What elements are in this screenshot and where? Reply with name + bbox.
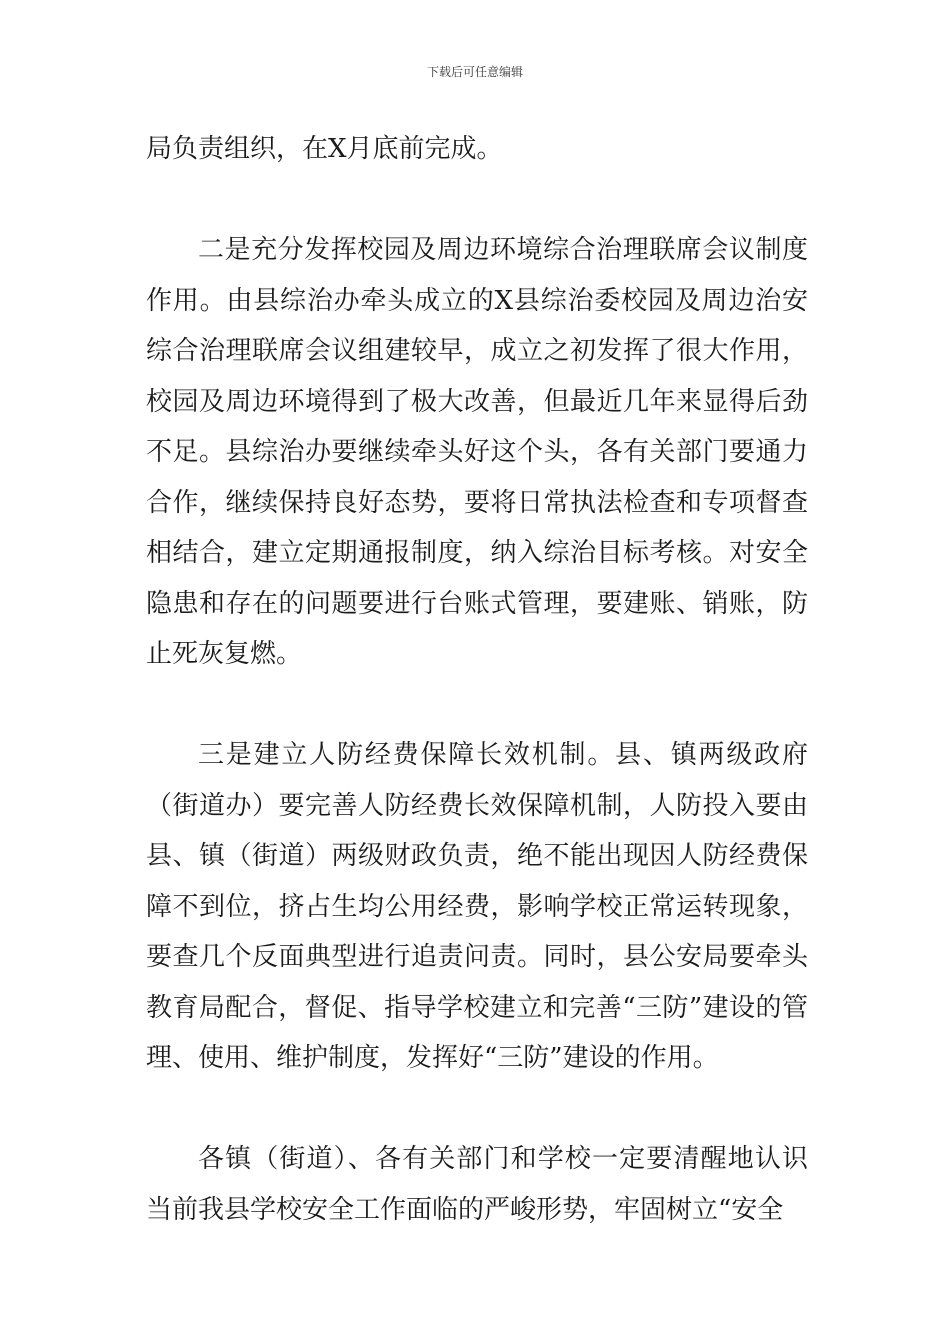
paragraph-conclusion: 各镇（街道）、各有关部门和学校一定要清醒地认识当前我县学校安全工作面临的严峻形势，牢固树立“安全 xyxy=(146,1144,808,1225)
paragraph-third-point: 三是建立人防经费保障长效机制。县、镇两级政府（街道办）要完善人防经费长效保障机制，人防投入要由县、镇（街道）两级财政负责，绝不能出现因人防经费保障不到位，挤占生均公用经费，影响学校正常运转现象，要查几个反面典型进行追责问责。同时，县公安局要牵头教育局配合，督促、指导学校建立和完善“三防”建设的管理、使用、维护制度，发挥好“三防”建设的作用。 xyxy=(146,740,808,1073)
document-body xyxy=(146,124,808,1235)
page-header: 下载后可任意编辑 xyxy=(426,65,523,79)
paragraph-second-point: 二是充分发挥校园及周边环境综合治理联席会议制度作用。由县综治办牵头成立的X县综治委校园及周边治安综合治理联席会议组建较早，成立之初发挥了很大作用，校园及周边环境得到了极大改善，但最近几年来显得后劲不足。县综治办要继续牵头好这个头，各有关部门要通力合作，继续保持良好态势，要将日常执法检查和专项督查相结合，建立定期通报制度，纳入综治目标考核。对安全隐患和存在的问题要进行台账式管理，要建账、销账，防止死灰复燃。 xyxy=(146,235,808,669)
paragraph-continuation: 局负责组织，在X月底前完成。 xyxy=(146,134,503,164)
